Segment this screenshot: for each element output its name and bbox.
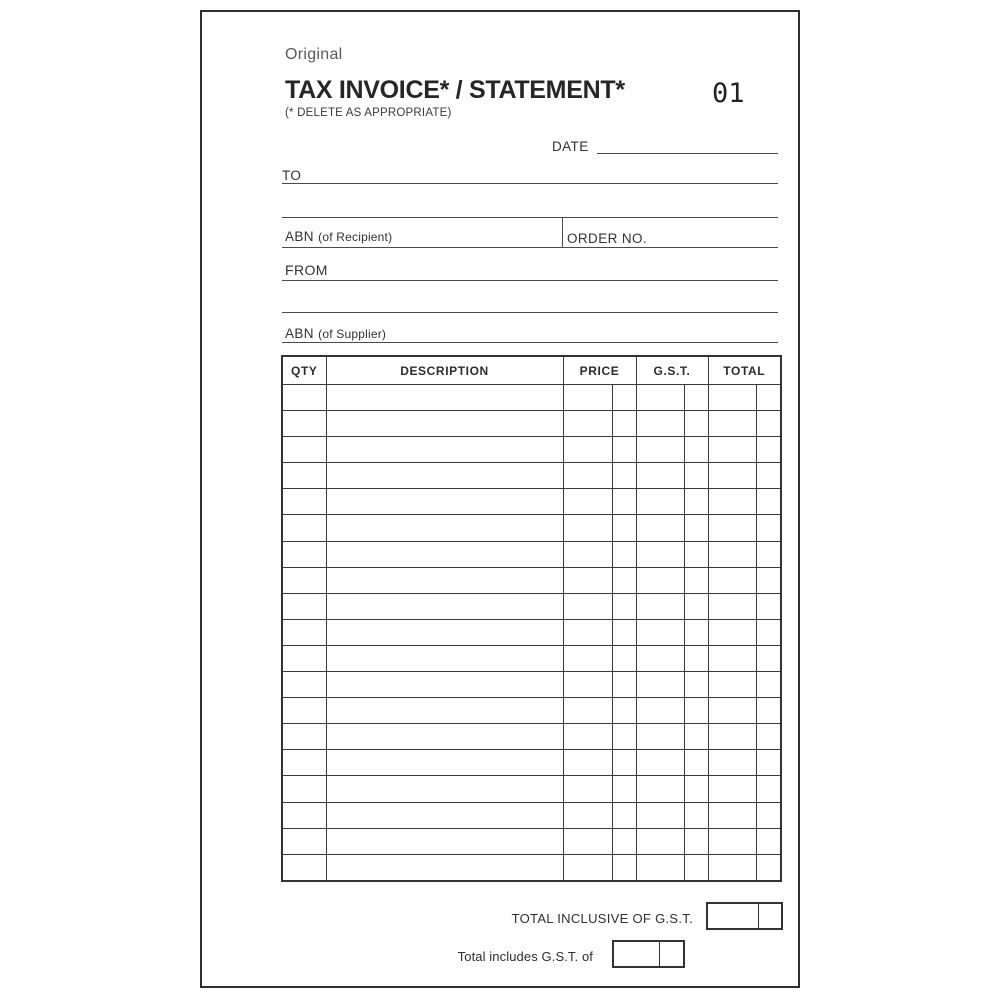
abn-supplier-label: [285, 326, 386, 341]
price-cell: [563, 489, 636, 515]
total-cell: [708, 411, 781, 437]
description-cell: [326, 854, 563, 881]
qty-cell: [282, 567, 326, 593]
total-cell: [708, 593, 781, 619]
gst-cell: [636, 437, 708, 463]
description-cell: [326, 567, 563, 593]
qty-cell: [282, 802, 326, 828]
total-cell: [708, 724, 781, 750]
item-row: [282, 489, 781, 515]
qty-cell: [282, 593, 326, 619]
abn-recipient-write-line: [282, 247, 778, 248]
description-cell: [326, 672, 563, 698]
description-cell: [326, 802, 563, 828]
total-cell: [708, 567, 781, 593]
qty-cell: [282, 385, 326, 411]
item-row: [282, 854, 781, 881]
description-cell: [326, 385, 563, 411]
gst-cell: [636, 463, 708, 489]
qty-cell: [282, 463, 326, 489]
description-cell: [326, 828, 563, 854]
description-cell: [326, 411, 563, 437]
price-cell: [563, 698, 636, 724]
qty-cell: [282, 724, 326, 750]
abn-supplier-qualifier: (of Supplier): [318, 327, 387, 341]
item-row: [282, 645, 781, 671]
total-inclusive-amount-box: [706, 902, 783, 930]
description-cell: [326, 724, 563, 750]
delete-as-appropriate-note: (* DELETE AS APPROPRIATE): [285, 107, 452, 119]
from-label: FROM: [285, 262, 328, 278]
item-row: [282, 437, 781, 463]
price-cell: [563, 437, 636, 463]
date-write-line: [597, 153, 778, 154]
gst-cell: [636, 567, 708, 593]
abn-order-divider: [562, 217, 563, 247]
description-cell: [326, 515, 563, 541]
total-inclusive-label: TOTAL INCLUSIVE OF G.S.T.: [511, 911, 693, 926]
item-row: [282, 515, 781, 541]
gst-amount-box: [612, 940, 685, 968]
price-cell: [563, 385, 636, 411]
abn-recipient-qualifier: (of Recipient): [318, 230, 393, 244]
gst-cell: [636, 385, 708, 411]
total-cell: [708, 385, 781, 411]
qty-cell: [282, 515, 326, 541]
total-cell: [708, 437, 781, 463]
abn-supplier-write-line: [282, 342, 778, 343]
price-cell: [563, 593, 636, 619]
price-cell: [563, 463, 636, 489]
item-row: [282, 776, 781, 802]
gst-cell: [636, 828, 708, 854]
item-row: [282, 672, 781, 698]
copy-label: Original: [285, 46, 343, 63]
price-cell: [563, 645, 636, 671]
to-label: TO: [282, 168, 302, 183]
invoice-table-body: [282, 385, 781, 881]
description-cell: [326, 619, 563, 645]
price-cell: [563, 672, 636, 698]
gst-cell: [636, 854, 708, 881]
qty-cell: [282, 437, 326, 463]
total-cell: [708, 698, 781, 724]
qty-cell: [282, 698, 326, 724]
price-cell: [563, 750, 636, 776]
description-cell: [326, 541, 563, 567]
price-cell: [563, 776, 636, 802]
gst-cell: [636, 593, 708, 619]
gst-cell: [636, 489, 708, 515]
price-cell: [563, 619, 636, 645]
to-write-line: [282, 183, 778, 184]
date-label: DATE: [552, 139, 589, 154]
order-no-label: ORDER NO.: [567, 231, 648, 246]
description-cell: [326, 463, 563, 489]
total-cell: [708, 776, 781, 802]
total-cell: [708, 619, 781, 645]
total-cell: [708, 854, 781, 881]
price-cell: [563, 515, 636, 541]
price-cell: [563, 802, 636, 828]
description-cell: [326, 593, 563, 619]
gst-cell: [636, 776, 708, 802]
qty-cell: [282, 489, 326, 515]
item-row: [282, 567, 781, 593]
total-cell: [708, 645, 781, 671]
description-cell: [326, 698, 563, 724]
gst-column-header: G.S.T.: [636, 356, 708, 385]
gst-cell: [636, 645, 708, 671]
total-cell: [708, 541, 781, 567]
invoice-form-page: [200, 10, 800, 988]
total-cell: [708, 828, 781, 854]
item-row: [282, 802, 781, 828]
description-column-header: DESCRIPTION: [326, 356, 563, 385]
total-cell: [708, 750, 781, 776]
table-header-row: [282, 356, 781, 385]
item-row: [282, 724, 781, 750]
price-column-header: PRICE: [563, 356, 636, 385]
item-row: [282, 698, 781, 724]
line-items-table: [281, 355, 782, 882]
address-write-line: [282, 217, 778, 218]
price-cell: [563, 411, 636, 437]
qty-cell: [282, 411, 326, 437]
item-row: [282, 541, 781, 567]
qty-column-header: QTY: [282, 356, 326, 385]
qty-cell: [282, 828, 326, 854]
supplier-address-write-line: [282, 312, 778, 313]
item-row: [282, 593, 781, 619]
total-cell: [708, 463, 781, 489]
price-cell: [563, 541, 636, 567]
qty-cell: [282, 672, 326, 698]
form-title: TAX INVOICE* / STATEMENT*: [285, 76, 625, 104]
abn-supplier-text: ABN: [285, 326, 314, 341]
item-row: [282, 411, 781, 437]
price-cell: [563, 567, 636, 593]
gst-cell: [636, 672, 708, 698]
price-cell: [563, 854, 636, 881]
qty-cell: [282, 541, 326, 567]
gst-cell: [636, 541, 708, 567]
gst-cell: [636, 619, 708, 645]
abn-recipient-label: [285, 229, 392, 244]
price-cell: [563, 828, 636, 854]
gst-cell: [636, 750, 708, 776]
gst-cell: [636, 724, 708, 750]
total-cell: [708, 489, 781, 515]
description-cell: [326, 645, 563, 671]
abn-recipient-text: ABN: [285, 229, 314, 244]
gst-cell: [636, 411, 708, 437]
qty-cell: [282, 776, 326, 802]
price-cell: [563, 724, 636, 750]
description-cell: [326, 776, 563, 802]
total-cell: [708, 515, 781, 541]
gst-amount-label: Total includes G.S.T. of: [457, 949, 593, 964]
qty-cell: [282, 619, 326, 645]
qty-cell: [282, 854, 326, 881]
form-number: 01: [712, 78, 745, 109]
description-cell: [326, 750, 563, 776]
qty-cell: [282, 750, 326, 776]
qty-cell: [282, 645, 326, 671]
from-write-line: [282, 280, 778, 281]
description-cell: [326, 437, 563, 463]
item-row: [282, 463, 781, 489]
item-row: [282, 828, 781, 854]
item-row: [282, 619, 781, 645]
total-cell: [708, 672, 781, 698]
item-row: [282, 750, 781, 776]
total-column-header: TOTAL: [708, 356, 781, 385]
gst-cell: [636, 698, 708, 724]
gst-cell: [636, 802, 708, 828]
item-row: [282, 385, 781, 411]
gst-cell: [636, 515, 708, 541]
description-cell: [326, 489, 563, 515]
total-cell: [708, 802, 781, 828]
